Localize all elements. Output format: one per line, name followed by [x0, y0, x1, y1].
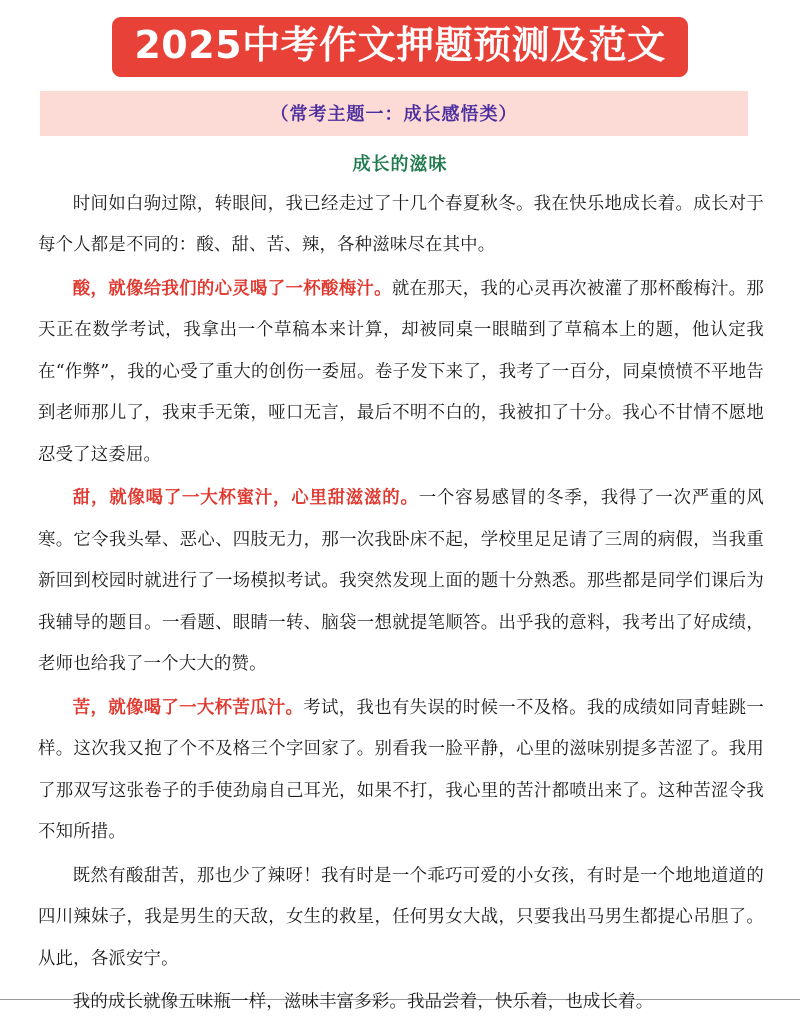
paragraph: 苦，就像喝了一大杯苦瓜汁。考试，我也有失误的时候一不及格。我的成绩如同青蛙跳一样。这次我又抱了个不及格三个字回家了。别看我一脸平静，心里的滋味别提多苦涩了。我用了那双写这张卷子的手使劲扇自己耳光，如果不打，我心里的苦汁都喷出来了。这种苦涩令我不知所措。 — [38, 697, 765, 843]
paragraph: 甜，就像喝了一大杯蜜汁，心里甜滋滋的。一个容易感冒的冬季，我得了一次严重的风寒。它令我头晕、恶心、四肢无力，那一次我卧床不起，学校里足足请了三周的病假，当我重新回到校园时就进行了一场模拟考试。我突然发现上面的题十分熟悉。那些都是同学们课后为我辅导的题目。一看题、眼睛一转、脑袋一想就提笔顺答。出乎我的意料，我考出了好成绩，老师也给我了一个大大的赞。 — [38, 488, 764, 675]
essay-body — [0, 176, 800, 1024]
highlighted-lead-phrase: 甜，就像喝了一大杯蜜汁，心里甜滋滋的。 — [72, 488, 419, 509]
subtitle-band — [40, 91, 748, 136]
essay-title: 成长的滋味 — [352, 153, 448, 175]
subtitle-text: （常考主题一：成长感悟类） — [270, 104, 518, 126]
title-banner-container — [0, 0, 800, 77]
paragraph: 酸，就像给我们的心灵喝了一杯酸梅汁。就在那天，我的心灵再次被灌了那杯酸梅汁。那天正在数学考试，我拿出一个草稿本来计算，却被同桌一眼瞄到了草稿本上的题，他认定我在“作弊”，我的心受了重大的创伤一委屈。卷子发下来了，我考了一百分，同桌愤愤不平地告到老师那儿了，我束手无策，哑口无言，最后不明不白的，我被扣了十分。我心不甘情不愿地忍受了这委屈。 — [38, 278, 764, 465]
highlighted-lead-phrase: 酸，就像给我们的心灵喝了一杯酸梅汁。 — [72, 278, 392, 299]
paragraph: 时间如白驹过隙，转眼间，我已经走过了十几个春夏秋冬。我在快乐地成长着。成长对于每个人都是不同的：酸、甜、苦、辣，各种滋味尽在其中。 — [38, 193, 764, 256]
paragraph: 既然有酸甜苦，那也少了辣呀！我有时是一个乖巧可爱的小女孩，有时是一个地地道道的四川辣妹子，我是男生的天敌，女生的救星，任何男女大战，只要我出马男生都提心吊胆了。从此，各派安宁。 — [38, 865, 764, 969]
highlighted-lead-phrase: 苦，就像喝了一大杯苦瓜汁。 — [72, 697, 304, 718]
title-banner — [112, 17, 687, 77]
paragraph: 我的成长就像五味瓶一样，滋味丰富多彩。我品尝着，快乐着，也成长着。 — [72, 992, 654, 1013]
page-title: 2025中考作文押题预测及范文 — [134, 23, 666, 67]
